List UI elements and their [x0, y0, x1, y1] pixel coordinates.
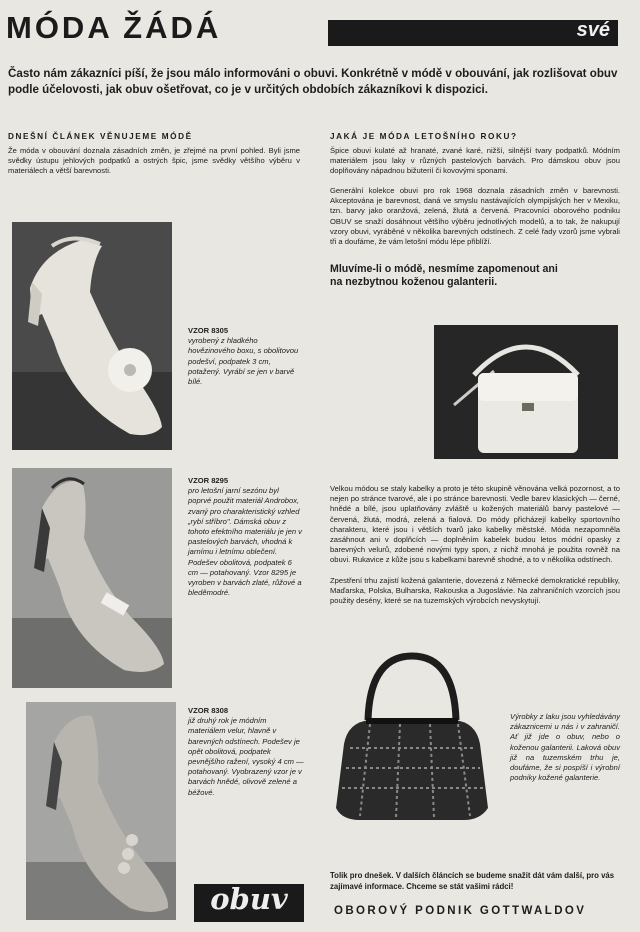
obuv-logo	[194, 884, 304, 922]
model-label-8295: VZOR 8295	[188, 476, 229, 485]
title-tag: své	[576, 19, 610, 41]
left-text: Že móda v obouvání doznala zásadních změn, je zřejmé na první pohled. Byli jsme svědky ústupu jehlových podpatků a ostrých špic, jsme svědky většího výběru v materiálech a větší barevnosti.	[8, 146, 300, 176]
desc-8295: pro letošní jarní sezónu byl poprvé použit materiál Androbox, zvaný pro charakteristický vzhled „rybí stříbro". Dámská obuv z tohoto efektního materiálu je jen v pastelových barvách, vhodná k jarnímu i letnímu oblečení. Podešev obolitová, podpatek 6 cm — potahovaný. Vzor 8295 je vyroben v barvách zlaté, růžové a bleděmodré.	[188, 486, 302, 598]
logo-text: obuv	[210, 882, 288, 916]
desc-8305: vyrobený z hladkého hovězinového boxu, s obolitovou podešví, podpatek 3 cm, potažený. Vyrábí se jen v barvě bílé.	[188, 336, 299, 387]
right-paragraph-5: Výrobky z laku jsou vyhledávány zákaznicemi u nás i v zahraničí. Ať již jde o obuv, nebo o koženou galanterii. Laková obuv již na tuzemském trhu je, doufáme, že si pospíší i výrobní podniky kožené galanterie.	[510, 712, 620, 783]
galanterie-callout: Mluvíme-li o módě, nesmíme zapomenout ani na nezbytnou koženou galanterii.	[330, 263, 558, 288]
handbag-photo-patterned	[330, 648, 490, 822]
caption-8295	[188, 476, 304, 598]
model-label-8305: VZOR 8305	[188, 326, 229, 335]
right-paragraph-1: Špice obuvi kulaté až hranaté, zvané karé, nižší, silnější tvary podpatků. Módním materiálem jsou laky v různých pastelových barvách. Pro dámskou obuv jsou doplňovány nápadnou bižuterií či kovovými sponami.	[330, 146, 620, 176]
shoe-photo-8295	[12, 468, 172, 688]
left-heading: DNEŠNÍ ČLÁNEK VĚNUJEME MÓDĚ	[8, 132, 193, 141]
right-paragraph-4: Zpestření trhu zajistí kožená galanterie, dovezená z Německé demokratické republiky, Maďarska, Polska, Bulharska, Rakouska a Jugoslávie. Na zahraničních vzorcích jsou použity desény, které se na tuzemských výrobcích nevyskytují.	[330, 576, 620, 606]
right-paragraph-2: Generální kolekce obuvi pro rok 1968 doznala zásadních změn v barevnosti. Akceptována je barevnost, daná ve smyslu nastávajících olympijských her v Mexiku, tzn. barvy jako oranžová, zelená, žlutá a červená. Pracovníci oborového podniku OBUV se snaží dosáhnout většího výběru jednotlivých modelů, a to tak, že nakupují vzory obuvi, vyráběné v několika barevných odstínech. Z celé řady vzorů jsme vybrali tři a doufáme, že vám letošní módu lépe přiblíží.	[330, 186, 620, 247]
intro-paragraph: Často nám zákazníci píší, že jsou málo informováni o obuvi. Konkrétně v módě v obouvání, jak rozlišovat obuv podle účelovosti, jak obuv ošetřovat, co je v určitých obdobích zákazníkovi k dispozici.	[8, 67, 618, 96]
desc-8308: již druhý rok je módním materiálem velur, hlavně v barevných odstínech. Podešev je opět obolitová, podpatek pevnějšího ražení, vysoký 4 cm — potahovaný. Vyobrazený vzor je v barvách hnědé, olivově zelené a béžové.	[188, 716, 304, 797]
page-title: MÓDA ŽÁDÁ	[6, 10, 222, 45]
shoe-photo-8305	[12, 222, 172, 450]
title-bar	[328, 20, 618, 46]
model-label-8308: VZOR 8308	[188, 706, 229, 715]
right-paragraph-3: Velkou módou se staly kabelky a proto je této skupině věnována velká pozornost, a to nejen po stránce tvarové, ale i po stránce barevnosti. Vedle barev klasických — černé, hnědé a bílé, jsou uplatňovány zvláště u kožených materiálů barvy pastelové — červená, žlutá, modrá, zelená a fialová. Do módy přicházejí kabelky sportovního charakteru, které jsou i větších tvarů jako kabelky městské. Móda nezapomněla zasáhnout ani v doplňcích — doplněním kabelek budou letos módní opasky z barevných velurů, zdobené novými typy spon, z nichž mnohá je použita rovněž na obuvi. Rukavice z kůže jsou s kabelkami barevně shodné, a to v několika odstínech.	[330, 484, 620, 565]
caption-8308	[188, 706, 304, 798]
company-name: OBOROVÝ PODNIK GOTTWALDOV	[334, 905, 587, 917]
footer-note: Tolik pro dnešek. V dalších článcích se budeme snažit dát vám další, pro vás zajímavé informace. Chceme se stát vašimi rádci!	[330, 871, 615, 891]
shoe-photo-8308	[26, 702, 176, 920]
caption-8305	[188, 326, 304, 387]
right-heading: JAKÁ JE MÓDA LETOŠNÍHO ROKU?	[330, 132, 518, 141]
handbag-photo-white	[434, 325, 618, 459]
